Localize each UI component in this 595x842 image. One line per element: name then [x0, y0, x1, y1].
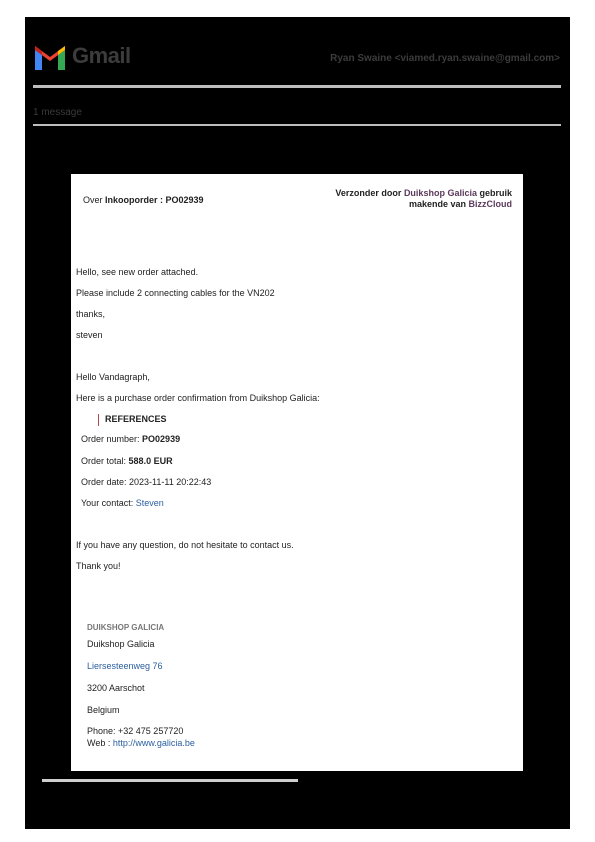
subject-label: Inkooporder : PO02939	[105, 195, 204, 205]
references-heading: REFERENCES	[105, 414, 167, 424]
sender-prefix: Verzonder door	[335, 188, 402, 198]
order-date: Order date: 2023-11-11 20:22:43	[81, 477, 212, 487]
contact-label: Your contact:	[81, 498, 134, 508]
account-email: Ryan Swaine <viamed.ryan.swaine@gmail.com>	[330, 53, 560, 64]
order-number-value: PO02939	[142, 434, 181, 444]
gmail-wordmark: Gmail	[72, 43, 131, 68]
subject-prefix: Over	[83, 195, 103, 205]
sender-mid: gebruik	[479, 188, 512, 198]
references-accent-bar	[98, 414, 99, 426]
message-count: 1 message	[33, 107, 82, 118]
body-line: thanks,	[76, 309, 106, 319]
order-total-label: Order total:	[81, 456, 127, 466]
sender-info	[335, 188, 512, 210]
order-total-value: 588.0 EUR	[128, 456, 173, 466]
order-number-label: Order number:	[81, 434, 140, 444]
body-line: Hello, see new order attached.	[76, 267, 199, 277]
question-text: If you have any question, do not hesitate to contact us.	[76, 540, 294, 550]
signature-web-row	[87, 737, 195, 749]
contact-row	[81, 497, 164, 509]
sender-line2-prefix: makende van	[408, 199, 466, 209]
signature-street-link[interactable]: Liersesteenweg 76	[87, 661, 163, 671]
order-total-row	[81, 455, 173, 467]
signature-city: 3200 Aarschot	[87, 683, 145, 693]
body-line: Please include 2 connecting cables for the VN202	[76, 288, 275, 298]
thread-divider	[33, 124, 561, 126]
signature-phone: Phone: +32 475 257720	[87, 726, 184, 736]
sender-name-link[interactable]: Duikshop Galicia	[403, 188, 477, 198]
bizzcloud-link[interactable]: BizzCloud	[468, 199, 512, 209]
header-divider	[33, 85, 561, 88]
email-body-card	[71, 174, 523, 771]
contact-name-link[interactable]: Steven	[135, 498, 164, 508]
signature-company-caps: DUIKSHOP GALICIA	[87, 623, 165, 632]
gmail-logo-icon	[33, 44, 67, 70]
body-line: steven	[76, 330, 103, 340]
signature-web-label: Web :	[87, 738, 111, 748]
thank-you-text: Thank you!	[76, 561, 121, 571]
signature-web-link[interactable]: http://www.galicia.be	[112, 738, 195, 748]
order-number-row	[81, 433, 180, 445]
greeting: Hello Vandagraph,	[76, 372, 150, 382]
intro-text: Here is a purchase order confirmation from Duikshop Galicia:	[76, 393, 320, 403]
signature-country: Belgium	[87, 705, 120, 715]
subject-line	[83, 194, 204, 206]
footer-divider	[42, 779, 298, 782]
signature-company: Duikshop Galicia	[87, 639, 155, 649]
